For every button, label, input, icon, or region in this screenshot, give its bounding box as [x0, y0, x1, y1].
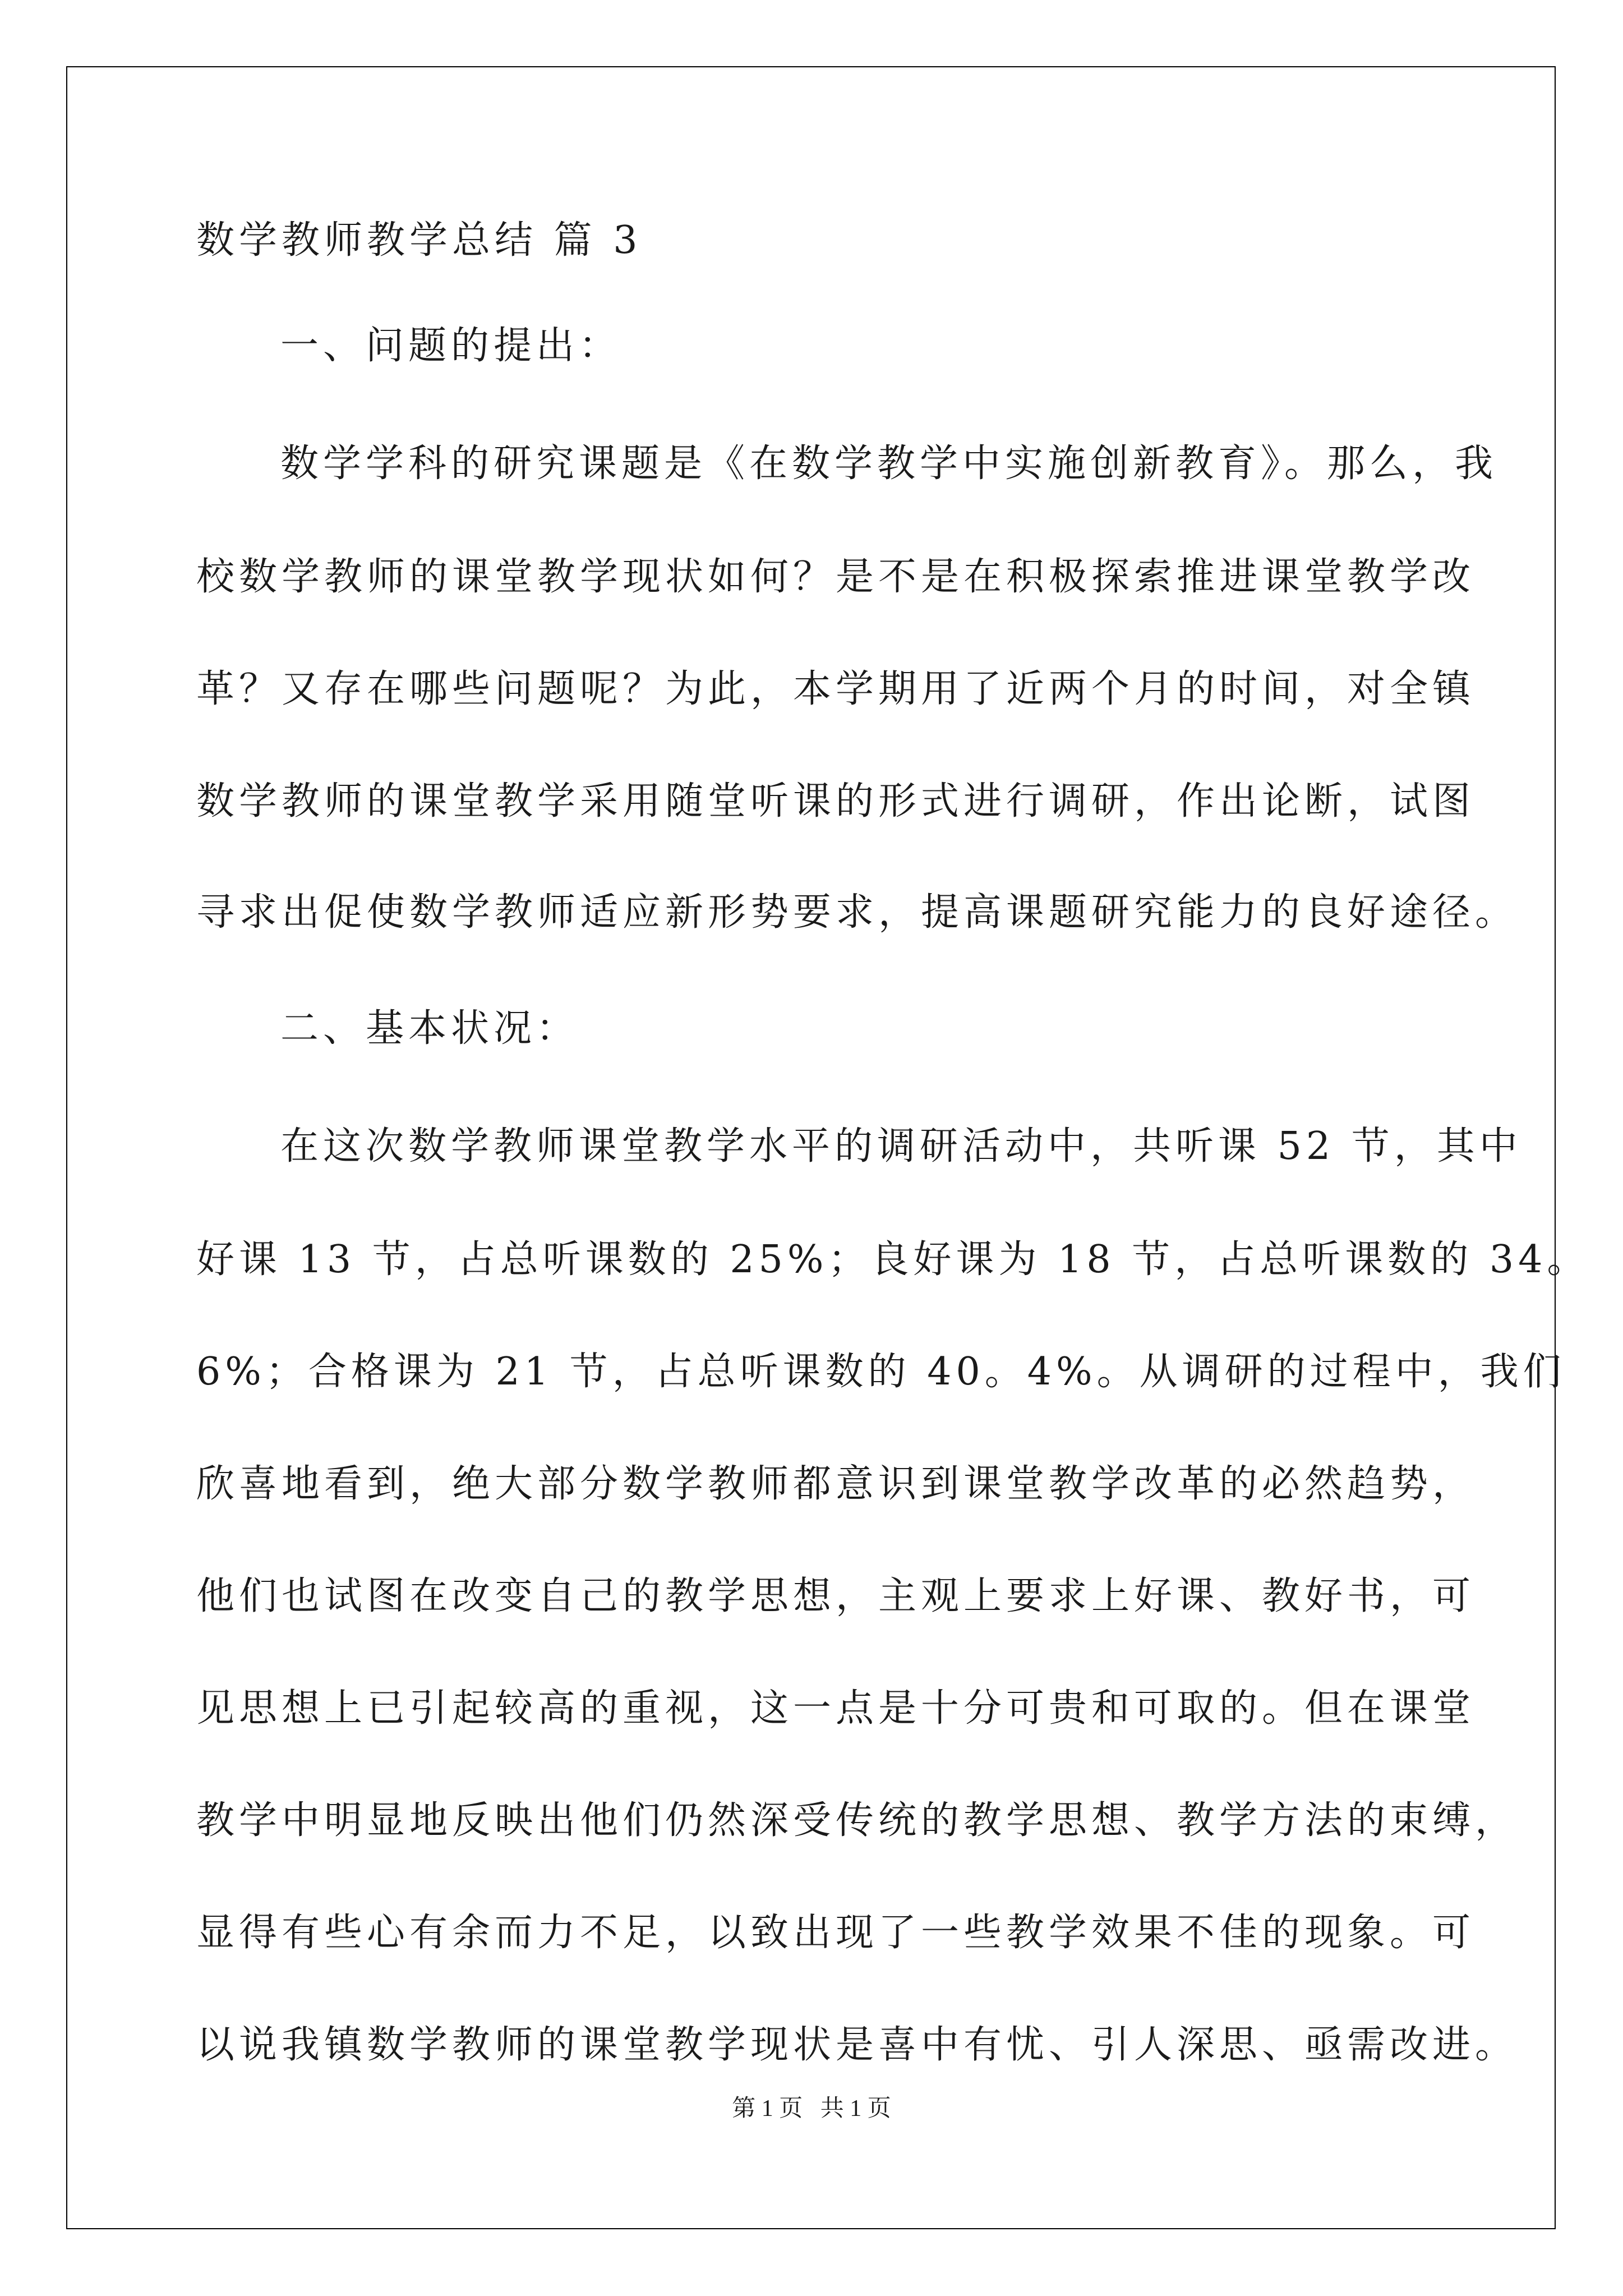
paragraph-line: 显得有些心有余而力不足，以致出现了一些教学效果不佳的现象。可 [196, 1911, 1476, 1955]
paragraph-line: 好课 13 节，占总听课数的 25%；良好课为 18 节，占总听课数的 34。 [196, 1237, 1590, 1282]
paragraph-line: 校数学教师的课堂教学现状如何？是不是在积极探索推进课堂教学改 [196, 555, 1476, 599]
paragraph-line: 革？又存在哪些问题呢？为此，本学期用了近两个月的时间，对全镇 [196, 667, 1476, 711]
paragraph-line: 见思想上已引起较高的重视，这一点是十分可贵和可取的。但在课堂 [196, 1686, 1476, 1731]
paragraph-line: 在这次数学教师课堂教学水平的调研活动中，共听课 52 节，其中 [280, 1124, 1522, 1168]
paragraph-line: 寻求出促使数学教师适应新形势要求，提高课题研究能力的良好途径。 [196, 890, 1518, 935]
section-heading-2: 二、基本状况： [280, 1006, 579, 1051]
paragraph-line: 以说我镇数学教师的课堂教学现状是喜中有忧、引人深思、亟需改进。 [196, 2023, 1518, 2067]
paragraph-line: 数学学科的研究课题是《在数学教学中实施创新教育》。那么，我 [280, 441, 1498, 486]
paragraph-line: 教学中明显地反映出他们仍然深受传统的教学思想、教学方法的束缚， [196, 1798, 1518, 1843]
page-footer: 第 1 页 共 1 页 [732, 2096, 891, 2122]
paragraph-line: 数学教师的课堂教学采用随堂听课的形式进行调研，作出论断，试图 [196, 779, 1476, 823]
document-title: 数学教师教学总结 篇 3 [196, 218, 642, 263]
section-heading-1: 一、问题的提出： [280, 324, 622, 368]
paragraph-line: 6%；合格课为 21 节，占总听课数的 40。4%。从调研的过程中，我们 [196, 1350, 1566, 1394]
paragraph-line: 欣喜地看到，绝大部分数学教师都意识到课堂教学改革的必然趋势， [196, 1462, 1476, 1506]
paragraph-line: 他们也试图在改变自己的教学思想，主观上要求上好课、教好书，可 [196, 1574, 1476, 1618]
